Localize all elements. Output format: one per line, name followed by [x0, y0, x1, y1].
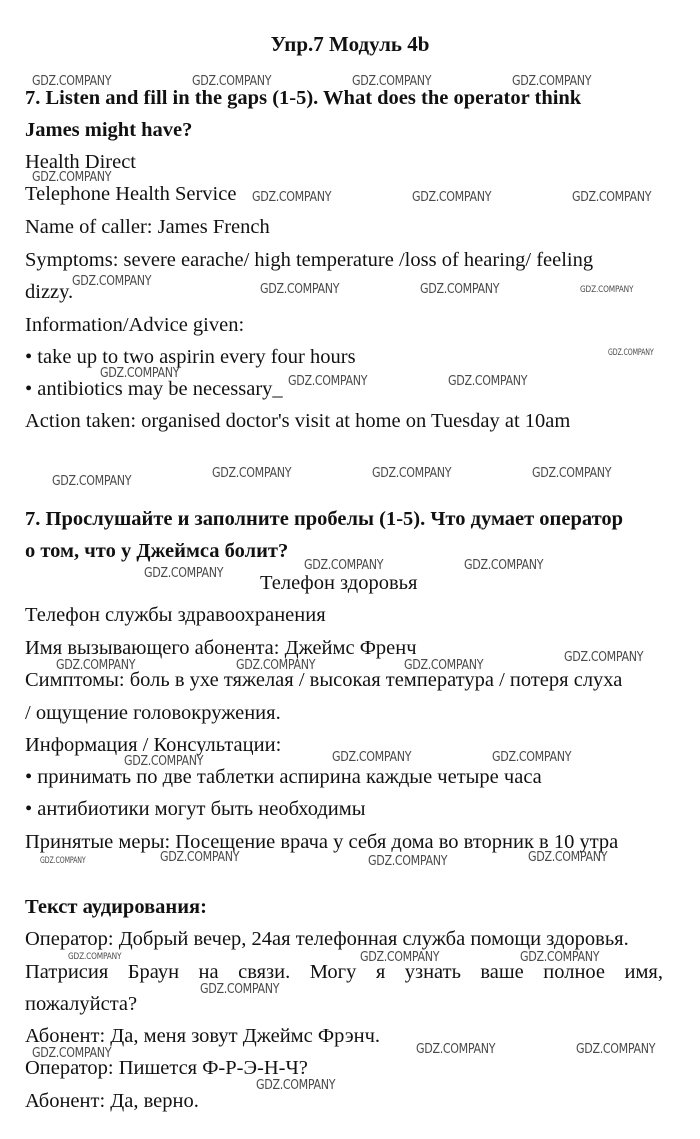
watermark: GDZ.COMPANY: [448, 373, 528, 389]
watermark: GDZ.COMPANY: [332, 749, 412, 765]
transcript-line-6: Абонент: Да, верно.: [25, 1090, 199, 1112]
watermark: GDZ.COMPANY: [360, 949, 440, 965]
en-caller: Name of caller: James French: [25, 216, 270, 238]
ru-action: Принятые меры: Посещение врача у себя дома во вторник в 10 утра: [25, 831, 619, 853]
transcript-line-2: Патрисия Браун на связи. Могу я узнать ваше полное имя,: [25, 961, 663, 983]
watermark: GDZ.COMPANY: [532, 465, 612, 481]
watermark: GDZ.COMPANY: [608, 348, 654, 358]
en-bullet-1: • take up to two aspirin every four hours: [25, 346, 356, 368]
watermark: GDZ.COMPANY: [520, 949, 600, 965]
ru-info: Информация / Консультации:: [25, 734, 282, 756]
page-title: Упр.7 Модуль 4b: [270, 32, 430, 56]
watermark: GDZ.COMPANY: [372, 465, 452, 481]
en-health-direct: Health Direct: [25, 151, 136, 173]
watermark: GDZ.COMPANY: [56, 657, 136, 673]
watermark: GDZ.COMPANY: [212, 465, 292, 481]
watermark: GDZ.COMPANY: [256, 1077, 336, 1093]
transcript-line-1: Оператор: Добрый вечер, 24ая телефонная служба помощи здоровья.: [25, 928, 629, 950]
watermark: GDZ.COMPANY: [492, 749, 572, 765]
en-symptoms-line-2: dizzy.: [25, 281, 74, 303]
watermark: GDZ.COMPANY: [304, 557, 384, 573]
watermark: GDZ.COMPANY: [144, 565, 224, 581]
ru-health-phone: Телефон здоровья: [260, 572, 418, 594]
en-heading-line-2: James might have?: [25, 119, 193, 141]
ru-heading-line-1: 7. Прослушайте и заполните пробелы (1-5). Что думает оператор: [25, 508, 624, 530]
ru-symptoms-line-1: Симптомы: боль в ухе тяжелая / высокая температура / потеря слуха: [25, 669, 623, 691]
watermark: GDZ.COMPANY: [412, 189, 492, 205]
ru-heading-line-2: о том, что у Джеймса болит?: [25, 540, 289, 562]
watermark: GDZ.COMPANY: [464, 557, 544, 573]
watermark: GDZ.COMPANY: [32, 73, 112, 89]
watermark: GDZ.COMPANY: [200, 981, 280, 997]
ru-service: Телефон службы здравоохранения: [25, 604, 326, 626]
ru-bullet-1: • принимать по две таблетки аспирина каждые четыре часа: [25, 766, 542, 788]
transcript-line-5: Оператор: Пишется Ф-Р-Э-Н-Ч?: [25, 1057, 308, 1079]
transcript-line-4: Абонент: Да, меня зовут Джеймс Фрэнч.: [25, 1025, 381, 1047]
watermark: GDZ.COMPANY: [68, 952, 122, 962]
en-heading-line-1: 7. Listen and fill in the gaps (1-5). What does the operator think: [25, 87, 582, 109]
watermark: GDZ.COMPANY: [580, 285, 634, 295]
watermark: GDZ.COMPANY: [564, 649, 644, 665]
watermark: GDZ.COMPANY: [40, 856, 86, 866]
watermark: GDZ.COMPANY: [512, 73, 592, 89]
watermark: GDZ.COMPANY: [416, 1041, 496, 1057]
ru-bullet-2: • антибиотики могут быть необходимы: [25, 798, 366, 820]
watermark: GDZ.COMPANY: [404, 657, 484, 673]
en-action: Action taken: organised doctor's visit at home on Tuesday at 10am: [25, 410, 571, 432]
watermark: GDZ.COMPANY: [352, 73, 432, 89]
en-bullet-2: • antibiotics may be necessary_: [25, 378, 283, 400]
watermark: GDZ.COMPANY: [368, 853, 448, 869]
watermark: GDZ.COMPANY: [160, 849, 240, 865]
transcript-line-3: пожалуйста?: [25, 993, 138, 1015]
en-symptoms-line-1: Symptoms: severe earache/ high temperature /loss of hearing/ feeling: [25, 249, 594, 271]
en-telephone-service: Telephone Health Service: [25, 183, 237, 205]
watermark: GDZ.COMPANY: [32, 169, 112, 185]
watermark: GDZ.COMPANY: [420, 281, 500, 297]
watermark: GDZ.COMPANY: [260, 281, 340, 297]
watermark: GDZ.COMPANY: [192, 73, 272, 89]
watermark: GDZ.COMPANY: [528, 849, 608, 865]
watermark: GDZ.COMPANY: [572, 189, 652, 205]
en-info: Information/Advice given:: [25, 314, 245, 336]
watermark: GDZ.COMPANY: [52, 473, 132, 489]
watermark: GDZ.COMPANY: [124, 753, 204, 769]
watermark: GDZ.COMPANY: [32, 1045, 112, 1061]
watermark: GDZ.COMPANY: [576, 1041, 656, 1057]
ru-caller: Имя вызывающего абонента: Джеймс Френч: [25, 637, 417, 659]
watermark: GDZ.COMPANY: [236, 657, 316, 673]
watermark: GDZ.COMPANY: [100, 365, 180, 381]
watermark: GDZ.COMPANY: [288, 373, 368, 389]
ru-symptoms-line-2: / ощущение головокружения.: [25, 702, 281, 724]
watermark: GDZ.COMPANY: [252, 189, 332, 205]
watermark: GDZ.COMPANY: [72, 273, 152, 289]
transcript-heading: Текст аудирования:: [25, 896, 207, 918]
